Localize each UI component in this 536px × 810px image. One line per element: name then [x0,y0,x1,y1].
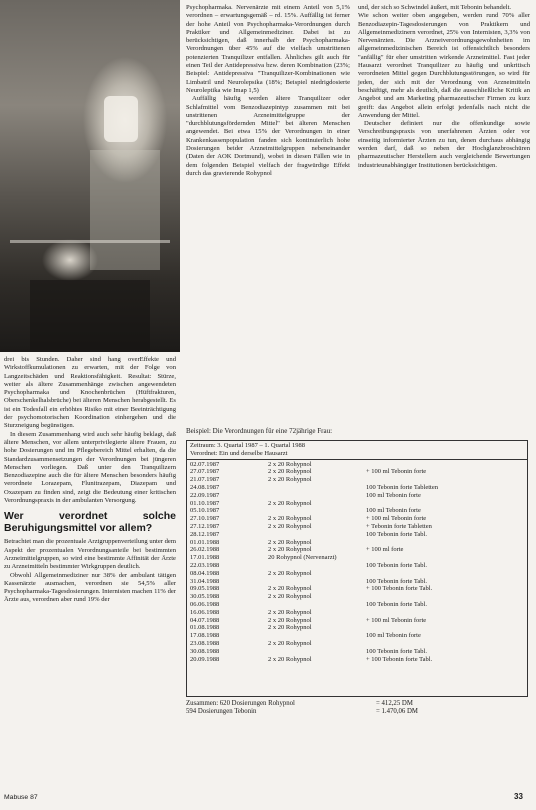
cell-tebonin [366,624,524,632]
cell-rohypnol: 2 x 20 Rohypnol [268,515,312,523]
cell-rohypnol: 2 x 20 Rohypnol [268,460,312,468]
cell-tebonin: + Tebonin forte Tabletten [366,522,432,530]
cell-rohypnol: 2 x 20 Rohypnol [268,624,312,632]
photo-highlight [104,96,138,142]
table-row [190,640,524,648]
total-value: = 412,25 DM [376,700,413,707]
cell-tebonin: + 100 ml forte [366,546,404,554]
cell-date: 02.07.1987 [190,460,220,468]
cell-date: 26.02.1988 [190,546,220,554]
paragraph: Auffällig häufig werden ältere Tranquilizer oder Schlafmittel vom Benzodiazepintyp zusammen mit bei unstrittenen Arzneimittelgruppe der "durchblutungsfördernden Mittel" bei älteren Menschen angewendet. Bei etwa 15% der Verordnungen in einer Krankenkassenpopulation fanden sich kontinuierlich hohe Dosierungen beider Arzneimittelgruppen nebeneinander (Daten der AOK Dortmund), wobei in diesen Fällen wie in dem folgenden Beispiel vielfach der fragwürdige Effekt durch das gravierende Rohypnol [186,95,350,177]
cell-date: 01.10.1987 [190,499,220,507]
cell-tebonin: 100 Tebonin forte Tabl. [366,577,427,585]
table-row [190,632,524,640]
cell-tebonin: 100 ml Tebonin forte [366,491,421,499]
cell-tebonin: + 100 ml Tebonin forte [366,468,427,476]
paragraph: Psychopharmaka. Nervenärzte mit einem Anteil von 5,1% verordnen – erwartungsgemäß – rd. 15%. Auffällig ist ferner der hohe Anteil von Psychopharmaka-Verordnungen durch Praktiker und Allgemeinmediziner. Dabei ist zu berücksichtigen, daß innerhalb der Psychopharmaka-Verordnungen über 45% auf die vielfach umstrittenen potenzierten Tranquilizer entfallen. Ähnliches gilt auch für einen Teil der Antidepressiva bzw. deren Kombination (23%; Beispiel: Antidepressiva "Tranquilizer-Kombinationen wie Limbatril und Neurolepsika (18%; Beispiel niedrigdosierte Neuroleptika wie Imap 1,5) [186,4,350,94]
table-row [190,656,524,664]
cell-tebonin [366,476,524,484]
cell-date: 27.07.1987 [190,468,220,476]
cell-tebonin: + 100 ml Tebonin forte [366,515,427,523]
cell-date: 08.04.1988 [190,569,220,577]
cell-tebonin [366,640,524,648]
cell-date: 22.09.1987 [190,491,220,499]
cell-date: 16.06.1988 [190,608,220,616]
article-column-1 [4,356,176,605]
table-row [190,562,524,570]
page-number: 33 [514,792,523,801]
cell-date: 31.04.1988 [190,577,220,585]
table-row [190,476,524,484]
table-row [190,648,524,656]
table-row [190,500,524,508]
footer-publication: Mabuse 87 [4,794,38,801]
table-row [190,492,524,500]
cell-rohypnol: 2 x 20 Rohypnol [268,538,312,546]
total-label: Zusammen: 620 Dosierungen Rohypnol [186,700,295,707]
cell-rohypnol: 2 x 20 Rohypnol [268,499,312,507]
table-header [187,441,527,460]
cell-date: 04.07.1988 [190,616,220,624]
total-row [186,700,436,708]
cell-rohypnol: 2 x 20 Rohypnol [268,616,312,624]
cell-rohypnol [268,531,366,539]
table-row [190,515,524,523]
cell-tebonin: + 100 ml Tebonin forte [366,616,427,624]
cell-tebonin [366,554,524,562]
cell-date: 20.09.1988 [190,655,220,663]
cell-date: 27.12.1987 [190,522,220,530]
cell-date: 01.08.1988 [190,624,220,632]
cell-rohypnol: 2 x 20 Rohypnol [268,593,312,601]
cell-rohypnol [268,578,366,586]
table-body [187,460,527,665]
cell-rohypnol: 2 x 20 Rohypnol [268,468,312,476]
cell-date: 30.05.1988 [190,593,220,601]
cell-date: 28.12.1987 [190,530,220,538]
table-row [190,554,524,562]
table-row [190,601,524,609]
table-row [190,468,524,476]
cell-date: 24.08.1987 [190,483,220,491]
section-heading: Wer verordnet solche Beruhigungsmittel vor allem? [4,510,176,534]
table-row [190,570,524,578]
table-row [190,484,524,492]
cell-tebonin: + 100 Tebonin forte Tabl. [366,585,433,593]
cell-date: 27.10.1987 [190,515,220,523]
prescription-table [186,440,528,697]
cell-date: 30.08.1988 [190,647,220,655]
article-column-3 [358,4,530,170]
table-row [190,523,524,531]
cell-tebonin: 100 Tebonin forte Tabl. [366,530,427,538]
cell-tebonin [366,570,524,578]
cell-tebonin: 100 ml Tebonin forte [366,632,421,640]
cell-tebonin: 100 ml Tebonin forte [366,507,421,515]
cell-rohypnol [268,648,366,656]
cell-rohypnol: 2 x 20 Rohypnol [268,655,312,663]
cell-tebonin [366,461,524,469]
cell-tebonin: 100 Tebonin forte Tabletten [366,483,438,491]
period-label: Zeitraum: 3. Quartal 1987 – 1. Quartal 1988 [190,442,305,449]
paragraph: und, der sich so Schwindel äußert, mit Tebonin behandelt. [358,4,512,11]
total-label: 594 Dosierungen Tebonin [186,708,257,716]
table-row [190,531,524,539]
table-row [190,609,524,617]
cell-rohypnol [268,562,366,570]
cell-tebonin: 100 Tebonin forte Tabl. [366,647,427,655]
cell-tebonin: 100 Tebonin forte Tabl. [366,561,427,569]
cell-date: 23.08.1988 [190,639,220,647]
photo-shadow [30,280,150,350]
table-caption: Beispiel: Die Verordnungen für eine 72jährige Frau: [186,427,333,435]
cell-tebonin: + 100 Tebonin forte Tabl. [366,655,433,663]
table-row [190,585,524,593]
table-row [190,546,524,554]
cell-date: 21.07.1987 [190,476,220,484]
cell-rohypnol: 2 x 20 Rohypnol [268,585,312,593]
cell-date: 06.06.1988 [190,600,220,608]
cell-rohypnol [268,484,366,492]
table-row [190,617,524,625]
cell-date: 09.05.1988 [190,585,220,593]
cell-tebonin: 100 Tebonin forte Tabl. [366,600,427,608]
cell-rohypnol: 20 Rohypnol (Nervenarzt) [268,554,337,562]
photo-shelf [10,240,170,243]
cell-date: 17.01.1988 [190,554,220,562]
cell-rohypnol [268,492,366,500]
total-value: = 1.470,06 DM [376,708,418,716]
cell-rohypnol [268,507,366,515]
cell-tebonin [366,500,524,508]
cell-rohypnol: 2 x 20 Rohypnol [268,546,312,554]
article-column-2 [186,4,350,178]
cell-tebonin [366,609,524,617]
paragraph: Wie schon weiter oben angegeben, werden rund 70% aller Benzodiazepin-Tagesdosierungen von Praktikern und Allgemeinmedizinern verordnet, 25% von Internisten, 3,3% von Nervenärzten. Die Arzneiverordnungsgewohnheiten im allgemeinmedizinischen Bereich ist offensichtlich besonders "anfällig" für eher umstritten wirkende Arzneimittel. Fast jeder Hausarzt verordnet Tranquilizer zu häufig und unkritisch verordneten Mittel gegen Durchblutungsstörungen, so wird für jeden, der sich mit der Verordnung von Arzneimitteln beschäftigt, mehr als deutlich, daß die ausschließliche Kritik an Angebot und am Marketing pharmazeutischer Firmen zu kurz greift: das Angebot allein erfolgt jedenfalls nach nicht die Anwendung der Mittel. [358,12,530,119]
period-doctor: Verordnet: Ein und derselbe Hausarzt [190,449,288,457]
table-row [190,624,524,632]
cell-rohypnol [268,601,366,609]
cell-rohypnol [268,632,366,640]
paragraph: drei bis Stunden. Daher sind hang overEffekte und Wirkstoffkumulationen zu erwarten, mit der Folge von Langzeitschäden und Reaktionsfähigkeit. Resultat: Stürze, weiter als ältere Zusammenhänge zwischen angewendeten Psychopharmaka und Knochenbrüchen (Hüftfrakturen, Oberschenkelhalsbrüche) bei älteren Menschen herabgestellt. Es ist ein Todesfall ein erhöhtes Risiko mit einer Beeinträchtigung der psychomotorischen Koordination einhergehen und die Sturzneigung begünstigen. [4,356,176,430]
cell-date: 17.08.1988 [190,632,220,640]
cell-rohypnol: 2 x 20 Rohypnol [268,569,312,577]
cell-rohypnol: 2 x 20 Rohypnol [268,522,312,530]
table-row [190,539,524,547]
cell-rohypnol: 2 x 20 Rohypnol [268,639,312,647]
table-row [190,593,524,601]
paragraph: Obwohl Allgemeinmediziner nur 38% der ambulant tätigen Kassenärzte ausmachen, verordnen sie 54,5% aller Psychopharmaka-Tagesdosierungen. Internisten machen 11% der Ärzte aus, verordnen aber rund 19% der [4,571,176,604]
cell-rohypnol: 2 x 20 Rohypnol [268,476,312,484]
cell-date: 01.01.1988 [190,538,220,546]
table-row [190,461,524,469]
total-row [186,708,436,716]
table-row [190,507,524,515]
table-row [190,578,524,586]
cell-tebonin [366,539,524,547]
article-photo [0,0,180,352]
table-totals [186,700,436,717]
cell-date: 22.03.1988 [190,561,220,569]
cell-rohypnol: 2 x 20 Rohypnol [268,608,312,616]
paragraph: Betrachtet man die prozentuale Arztgruppenverteilung unter dem Aspekt der prozentualen Verordnungsanteile bei bestimmten Arzneimittelgruppen, so wird eine bestimmte Affinität der Ärzte zu Arzneimitteln bestimmter Wirkgruppen deutlich. [4,538,176,571]
paragraph: In diesem Zusammenhang wird auch sehr häufig beklagt, daß ältere Menschen, vor allem unterprivilegierte ältere Frauen, zu hohe Dosierungen und im Pflegebereich Mittel erhalten, da die Standardzusammensetzungen der Verordnungen bei jüngeren Menschen vorliegen. Daß unter den Tranquilizern Benzodiazepine auch die für ältere Menschen besonders häufig verordnete Lorazepam, Flunitrazepam, Diazepam und Oxazepam zu finden sind, zeigt die Bedeutung einer kritischen Verordnungspraxis in der ambulanten Versorgung. [4,430,176,505]
cell-tebonin [366,593,524,601]
photo-object [90,150,160,270]
cell-date: 05.10.1987 [190,507,220,515]
paragraph: Deutscher definiert nur die offenkundige sowie Verschreibungspraxis von unerfahrenen Ärzten oder vor einseitig informierter Ärzten zu tun, denen durchaus abhängig werden darf, daß so neben der Hochglanzbroschüren pharmazeutischer Herstellern auch vergleichende Bewertungen industrieunabhängiger Institutionen berücksichtigen. [358,120,530,169]
